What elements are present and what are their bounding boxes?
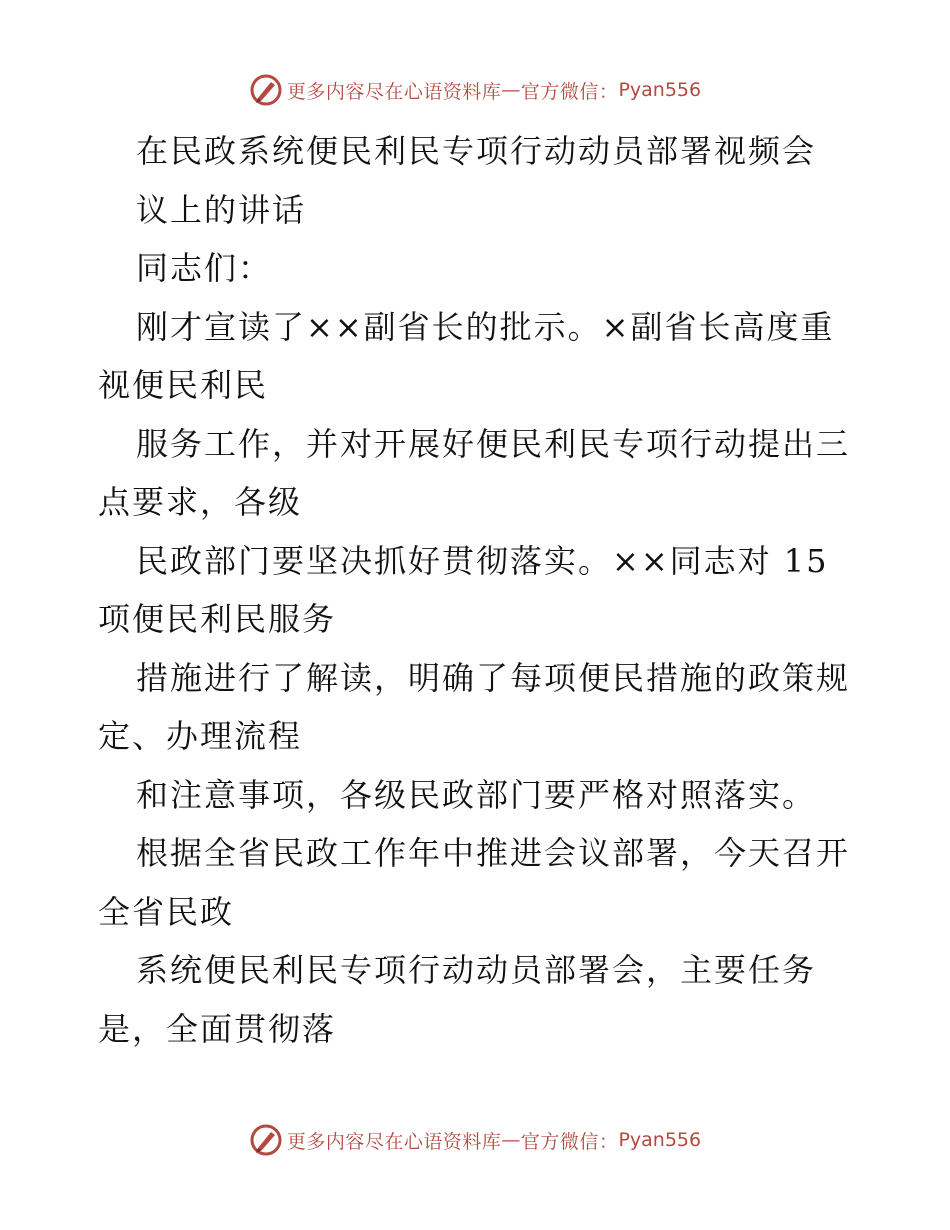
paragraph: 根据全省民政工作年中推进会议部署，今天召开全省民政 <box>98 834 851 931</box>
paragraph: 刚才宣读了××副省长的批示。×副省长高度重视便民利民 <box>98 307 835 404</box>
header-watermark <box>0 70 950 110</box>
watermark-separator: — <box>501 1129 521 1151</box>
watermark-wechat-label: 官方微信： <box>520 80 619 103</box>
salutation: 同志们： <box>136 249 273 287</box>
title-line-1: 在民政系统便民利民专项行动动员部署视频会 <box>136 132 817 170</box>
watermark-separator: — <box>501 79 521 101</box>
title-line-2: 议上的讲话 <box>136 190 307 229</box>
pen-logo-icon <box>249 73 283 107</box>
watermark-wechat-label: 官方微信： <box>520 1130 619 1153</box>
paragraph: 民政部门要坚决抓好贯彻落实。××同志对 15项便民利民服务 <box>98 541 829 638</box>
watermark-wechat-id: Pyan556 <box>618 79 702 101</box>
paragraph: 系统便民利民专项行动动员部署会，主要任务是，全面贯彻落 <box>98 951 817 1048</box>
paragraph: 服务工作，并对开展好便民利民专项行动提出三点要求，各级 <box>98 424 851 521</box>
watermark-wechat-id: Pyan556 <box>618 1129 702 1151</box>
document-body <box>98 122 858 1058</box>
paragraph: 措施进行了解读，明确了每项便民措施的政策规定、办理流程 <box>98 658 851 755</box>
footer-watermark <box>0 1120 950 1160</box>
watermark-site-text: 更多内容尽在心语资料库 <box>286 80 502 103</box>
watermark-site-text: 更多内容尽在心语资料库 <box>286 1130 502 1153</box>
paragraph: 和注意事项，各级民政部门要严格对照落实。 <box>136 775 817 814</box>
pen-logo-icon <box>249 1123 283 1157</box>
